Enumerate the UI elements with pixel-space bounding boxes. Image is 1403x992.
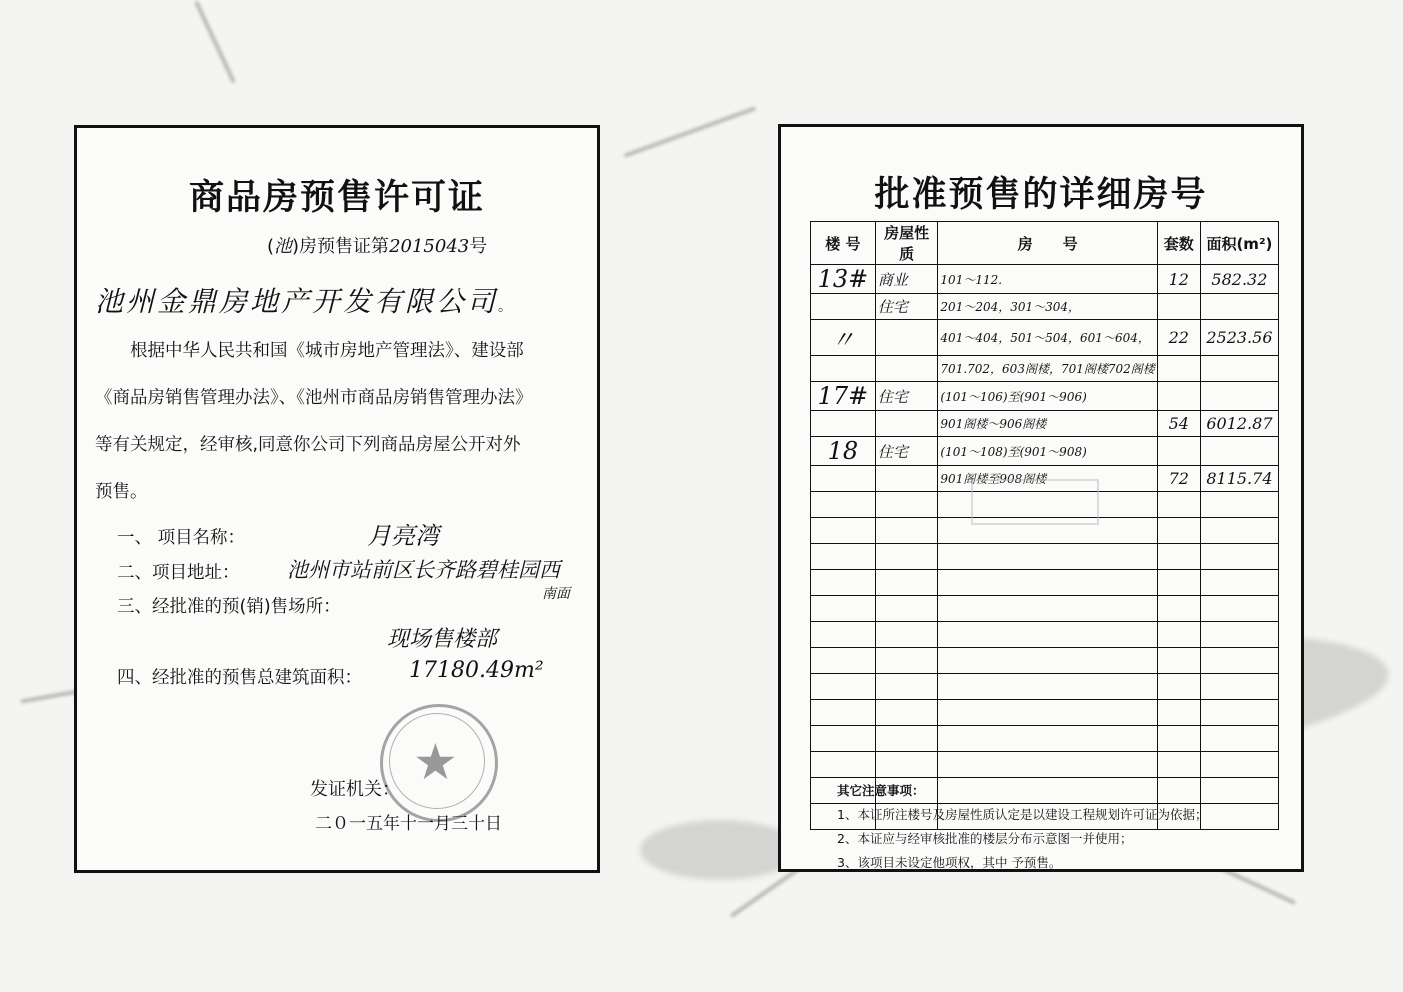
presale-permit-panel — [74, 125, 600, 873]
header-area: 面积(m²) — [1200, 222, 1278, 265]
table-cell — [811, 674, 876, 700]
table-cell — [1200, 674, 1278, 700]
table-cell — [938, 674, 1157, 700]
table-cell — [875, 570, 938, 596]
table-cell — [1157, 622, 1200, 648]
table-cell: 201～204，301～304， — [938, 294, 1157, 320]
table-cell — [938, 752, 1157, 778]
table-cell — [938, 726, 1157, 752]
scan-streak — [194, 0, 236, 83]
room-details-table — [810, 221, 1279, 830]
project-name-value: 月亮湾 — [367, 522, 439, 550]
table-cell: 2523.56 — [1200, 320, 1278, 356]
table-cell — [1157, 596, 1200, 622]
table-cell — [875, 411, 938, 437]
table-cell — [811, 466, 876, 492]
header-building: 楼 号 — [811, 222, 876, 265]
official-seal — [380, 704, 498, 822]
table-cell — [1200, 382, 1278, 411]
table-cell — [875, 622, 938, 648]
table-cell — [811, 596, 876, 622]
table-cell — [875, 356, 938, 382]
table-cell: 12 — [1157, 265, 1200, 294]
table-cell: 6012.87 — [1200, 411, 1278, 437]
issue-date: 二０一五年十一月三十日 — [315, 814, 502, 834]
table-cell: 8115.74 — [1200, 466, 1278, 492]
table-cell — [875, 492, 938, 518]
table-cell — [938, 570, 1157, 596]
table-cell — [1157, 492, 1200, 518]
table-header-row — [811, 222, 1279, 265]
table-row — [811, 382, 1279, 411]
table-row — [811, 674, 1279, 700]
table-cell — [938, 622, 1157, 648]
table-cell: 〃 — [811, 320, 876, 356]
table-cell — [1200, 804, 1278, 830]
table-cell — [875, 596, 938, 622]
project-address-label: 二、项目地址： — [117, 563, 240, 583]
permit-city: 池 — [274, 236, 293, 257]
table-cell — [811, 726, 876, 752]
table-cell — [1157, 294, 1200, 320]
table-cell: 住宅 — [875, 382, 938, 411]
table-cell: (101～106)至(901～906) — [938, 382, 1157, 411]
table-cell: 101～112. — [938, 265, 1157, 294]
table-cell — [811, 544, 876, 570]
header-unit-count: 套数 — [1157, 222, 1200, 265]
table-cell: 701.702，603阁楼，701阁楼702阁楼 — [938, 356, 1157, 382]
table-cell — [1157, 382, 1200, 411]
table-cell — [1200, 544, 1278, 570]
table-cell — [1157, 674, 1200, 700]
project-name-label: 一、 项目名称： — [117, 528, 246, 548]
permit-para-4: 预售。 — [95, 482, 148, 502]
scan-streak — [624, 106, 757, 158]
table-cell: 17# — [811, 382, 876, 411]
table-row — [811, 544, 1279, 570]
table-cell: 901阁楼～906阁楼 — [938, 411, 1157, 437]
sales-venue-value: 现场售楼部 — [387, 627, 498, 652]
table-cell — [811, 356, 876, 382]
table-cell — [1200, 778, 1278, 804]
scan-smudge — [640, 820, 800, 880]
table-cell — [1200, 752, 1278, 778]
table-cell — [1200, 596, 1278, 622]
total-area-value: 17180.49m² — [409, 658, 544, 683]
table-cell: 商业 — [875, 265, 938, 294]
table-cell — [811, 518, 876, 544]
faint-stamp — [971, 479, 1099, 525]
table-cell — [1157, 518, 1200, 544]
table-cell — [1200, 726, 1278, 752]
notes-title: 其它注意事项： — [837, 783, 925, 798]
table-cell — [1200, 700, 1278, 726]
table-cell — [875, 648, 938, 674]
issuer-label: 发证机关： — [310, 779, 400, 800]
table-cell: 住宅 — [875, 294, 938, 320]
table-cell — [1157, 648, 1200, 674]
table-row — [811, 752, 1279, 778]
sales-venue-label: 三、经批准的预(销)售场所： — [117, 597, 341, 617]
table-cell — [811, 570, 876, 596]
table-cell: 401～404，501～504，601～604， — [938, 320, 1157, 356]
table-cell — [875, 674, 938, 700]
permit-title: 商品房预售许可证 — [188, 178, 485, 218]
table-row — [811, 320, 1279, 356]
project-address-value: 池州市站前区长齐路碧桂园西 — [287, 558, 560, 582]
table-cell — [1157, 726, 1200, 752]
table-cell — [1157, 356, 1200, 382]
table-cell: 54 — [1157, 411, 1200, 437]
table-cell — [811, 622, 876, 648]
table-row — [811, 411, 1279, 437]
star-icon: ★ — [413, 733, 458, 791]
permit-para-1: 根据中华人民共和国《城市房地产管理法》、建设部 — [130, 341, 524, 361]
table-cell: 72 — [1157, 466, 1200, 492]
room-details-panel — [778, 124, 1304, 872]
permit-number-line: (池)房预售证第2015043号 — [267, 236, 488, 257]
table-cell — [1157, 752, 1200, 778]
table-cell: 住宅 — [875, 437, 938, 466]
table-cell — [875, 726, 938, 752]
table-cell: 901阁楼至908阁楼 — [938, 466, 1157, 492]
table-cell — [1200, 356, 1278, 382]
table-row — [811, 294, 1279, 320]
table-cell — [1200, 570, 1278, 596]
table-cell — [1157, 570, 1200, 596]
table-cell — [811, 411, 876, 437]
table-cell — [1200, 518, 1278, 544]
total-area-label: 四、经批准的预售总建筑面积： — [117, 668, 362, 688]
table-cell: 582.32 — [1200, 265, 1278, 294]
table-cell — [938, 544, 1157, 570]
permit-para-2: 《商品房销售管理办法》、《池州市商品房销售管理办法》 — [95, 388, 533, 408]
table-cell — [1200, 437, 1278, 466]
table-cell — [1157, 437, 1200, 466]
table-cell — [938, 700, 1157, 726]
table-cell — [875, 518, 938, 544]
table-cell — [811, 648, 876, 674]
table-cell — [938, 648, 1157, 674]
table-cell — [1200, 294, 1278, 320]
table-row — [811, 265, 1279, 294]
table-row — [811, 622, 1279, 648]
table-row — [811, 726, 1279, 752]
company-name: 池州金鼎房地产开发有限公司。 — [95, 285, 516, 318]
project-address-cont: 南面 — [542, 586, 570, 602]
table-cell — [811, 492, 876, 518]
header-room-numbers: 房 号 — [938, 222, 1157, 265]
table-cell: 22 — [1157, 320, 1200, 356]
room-details-title: 批准预售的详细房号 — [874, 175, 1208, 215]
note-3: 3、该项目未设定他项权，其中 予预售。 — [837, 855, 1062, 870]
note-2: 2、本证应与经审核批准的楼层分布示意图一并使用； — [837, 831, 1133, 846]
table-cell — [1200, 622, 1278, 648]
table-cell — [875, 466, 938, 492]
table-row — [811, 700, 1279, 726]
table-cell: (101～108)至(901～908) — [938, 437, 1157, 466]
table-row — [811, 356, 1279, 382]
table-cell — [1157, 544, 1200, 570]
permit-number: 2015043 — [389, 236, 470, 257]
table-cell — [1200, 648, 1278, 674]
permit-para-3: 等有关规定，经审核,同意你公司下列商品房屋公开对外 — [95, 435, 521, 455]
table-row — [811, 648, 1279, 674]
table-cell — [875, 320, 938, 356]
table-cell — [811, 700, 876, 726]
table-cell — [811, 752, 876, 778]
table-cell — [875, 544, 938, 570]
table-cell — [938, 596, 1157, 622]
table-row — [811, 596, 1279, 622]
table-cell — [811, 294, 876, 320]
table-cell — [1157, 700, 1200, 726]
table-row — [811, 570, 1279, 596]
table-cell — [875, 752, 938, 778]
table-row — [811, 437, 1279, 466]
table-cell — [1200, 492, 1278, 518]
note-1: 1、本证所注楼号及房屋性质认定是以建设工程规划许可证为依据； — [837, 807, 1208, 822]
notes-block — [837, 779, 1207, 875]
table-cell: 13# — [811, 265, 876, 294]
header-property-type: 房屋性质 — [875, 222, 938, 265]
table-cell — [875, 700, 938, 726]
table-cell: 18 — [811, 437, 876, 466]
